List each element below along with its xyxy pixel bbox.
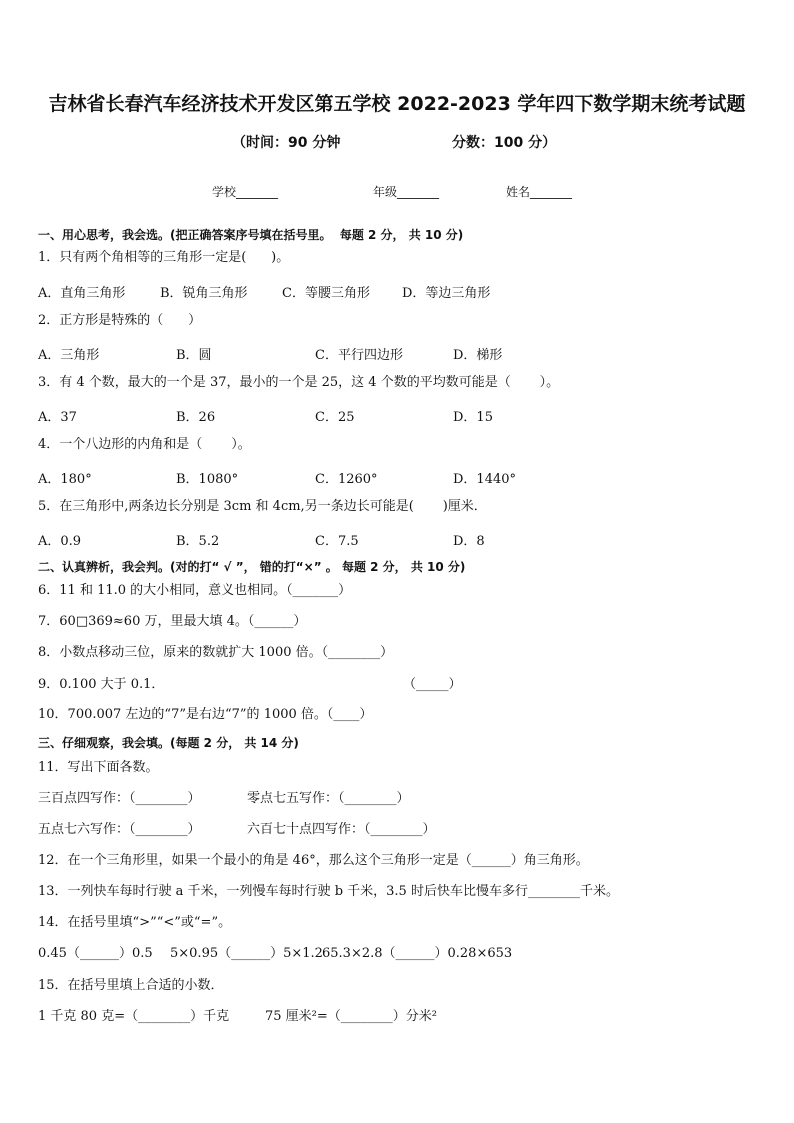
section2-heading: 二、认真辨析，我会判。(对的打“ √ ”， 错的打“×” 。 每题 2 分， 共 10 分) [38, 560, 466, 574]
question-3: 3．有 4 个数，最大的一个是 37，最小的一个是 25，这 4 个数的平均数可能是（ ）。 [38, 375, 560, 390]
question-7: 7．60□369≈60 万，里最大填 4。（______） [38, 614, 307, 629]
exam-score: 分数：100 分） [452, 135, 557, 151]
question-4: 4．一个八边形的内角和是（ ）。 [38, 437, 251, 452]
q3-option-a: A．37 [38, 410, 77, 425]
q11-item-a: 三百点四写作：（________） [38, 791, 201, 806]
q1-option-d: D．等边三角形 [402, 286, 491, 301]
question-11: 11．写出下面各数。 [38, 760, 159, 775]
question-10: 10．700.007 左边的“7”是右边“7”的 1000 倍。（____） [38, 707, 373, 722]
exam-time: （时间：90 分钟 [232, 135, 341, 151]
question-6: 6．11 和 11.0 的大小相同，意义也相同。（_______） [38, 583, 352, 598]
q3-option-b: B．26 [176, 410, 216, 425]
q5-option-d: D．8 [453, 534, 485, 549]
page-title: 吉林省长春汽车经济技术开发区第五学校 2022-2023 学年四下数学期末统考试题 [48, 93, 746, 115]
q14-item-b: 5×0.95（______）5×1.2 [170, 946, 323, 961]
q14-item-c: 65.3×2.8（______）0.28×653 [322, 946, 513, 961]
q11-item-c: 五点七六写作：（________） [38, 822, 201, 837]
q11-item-d: 六百七十点四写作：（________） [247, 822, 436, 837]
q2-option-b: B．圆 [176, 348, 212, 363]
question-8: 8．小数点移动三位，原来的数就扩大 1000 倍。（________） [38, 645, 394, 660]
question-1: 1．只有两个角相等的三角形一定是( )。 [38, 250, 290, 265]
q2-option-a: A．三角形 [38, 348, 100, 363]
question-13: 13．一列快车每时行驶 a 千米，一列慢车每时行驶 b 千米，3.5 时后快车比慢车多行________千米。 [38, 884, 619, 899]
q2-option-c: C．平行四边形 [315, 348, 403, 363]
q5-option-a: A．0.9 [38, 534, 82, 549]
section3-heading: 三、仔细观察，我会填。(每题 2 分， 共 14 分) [38, 736, 299, 750]
name-field: 姓名_______ [506, 185, 573, 199]
q1-option-a: A．直角三角形 [38, 286, 126, 301]
q1-option-c: C．等腰三角形 [282, 286, 370, 301]
question-2: 2．正方形是特殊的（ ） [38, 313, 202, 328]
grade-field: 年级_______ [373, 185, 440, 199]
q9-answer-blank: （_____） [403, 677, 462, 692]
q4-option-c: C．1260° [315, 472, 378, 487]
q5-option-b: B．5.2 [176, 534, 220, 549]
q11-item-b: 零点七五写作：（________） [247, 791, 410, 806]
question-15: 15．在括号里填上合适的小数． [38, 978, 224, 993]
q4-option-a: A．180° [38, 472, 92, 487]
question-5: 5．在三角形中,两条边长分别是 3cm 和 4cm,另一条边长可能是( )厘米． [38, 499, 487, 514]
question-9: 9．0.100 大于 0.1． [38, 677, 165, 692]
question-14: 14．在括号里填“>”“<”或“=”。 [38, 915, 232, 930]
q15-item-a: 1 千克 80 克=（________）千克 [38, 1009, 230, 1024]
q15-item-b: 75 厘米²=（________）分米² [265, 1009, 437, 1024]
q14-item-a: 0.45（______）0.5 [38, 946, 153, 961]
section1-heading: 一、用心思考，我会选。(把正确答案序号填在括号里。 每题 2 分， 共 10 分) [38, 228, 464, 242]
school-field: 学校_______ [212, 185, 279, 199]
question-12: 12．在一个三角形里，如果一个最小的角是 46°，那么这个三角形一定是（______）角三角形。 [38, 853, 589, 868]
q4-option-b: B．1080° [176, 472, 239, 487]
q2-option-d: D．梯形 [453, 348, 503, 363]
q5-option-c: C．7.5 [315, 534, 359, 549]
q1-option-b: B．锐角三角形 [160, 286, 248, 301]
q4-option-d: D．1440° [453, 472, 517, 487]
q3-option-d: D．15 [453, 410, 493, 425]
q3-option-c: C．25 [315, 410, 355, 425]
